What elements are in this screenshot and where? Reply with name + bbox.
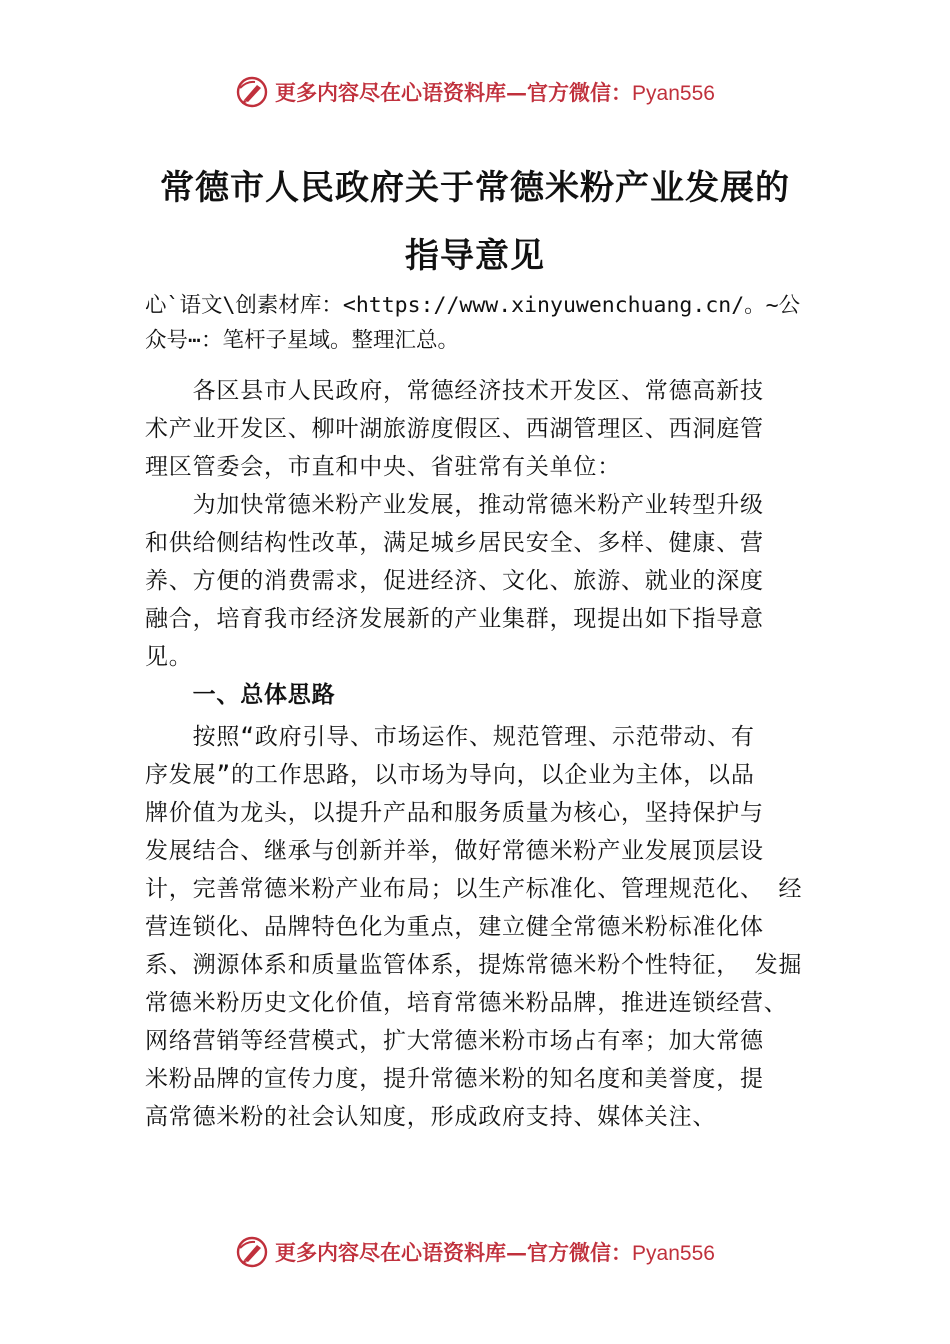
section-line: 高常德米粉的社会认知度，形成政府支持、媒体关注、	[145, 1104, 717, 1130]
banner-wechat-id: Pyan556	[632, 1242, 715, 1265]
intro-line: 融合，培育我市经济发展新的产业集群，现提出如下指导意	[145, 606, 764, 632]
header-banner	[0, 72, 950, 112]
intro-line: 养、方便的消费需求，促进经济、文化、旅游、就业的深度	[145, 568, 764, 594]
banner-text	[275, 1237, 715, 1267]
section-line: 营连锁化、品牌特色化为重点，建立健全常德米粉标准化体	[145, 914, 764, 940]
source-line: 心`语文\创素材库：<https://www.xinyuwenchuang.cn/。~公	[145, 293, 801, 318]
source-line: 众号⋯：笔杆子星域。整理汇总。	[145, 328, 459, 353]
addressee-line: 理区管委会，市直和中央、省驻常有关单位：	[145, 454, 621, 480]
section-line: 牌价值为龙头，以提升产品和服务质量为核心，坚持保护与	[145, 800, 764, 826]
section-line: 发展结合、继承与创新并举，做好常德米粉产业发展顶层设	[145, 838, 764, 864]
pen-logo-icon	[235, 75, 269, 109]
section-line: 计，完善常德米粉产业布局；以生产标准化、管理规范化、 经	[145, 876, 803, 902]
section-heading: 一、总体思路	[145, 682, 336, 708]
section-line: 米粉品牌的宣传力度，提升常德米粉的知名度和美誉度，提	[145, 1066, 764, 1092]
document-title-line2: 指导意见	[405, 236, 545, 276]
section-line: 网络营销等经营模式，扩大常德米粉市场占有率；加大常德	[145, 1028, 764, 1054]
banner-text	[275, 77, 715, 107]
footer-banner	[0, 1232, 950, 1272]
addressee-line: 术产业开发区、柳叶湖旅游度假区、西湖管理区、西洞庭管	[145, 416, 764, 442]
intro-line: 见。	[145, 644, 193, 670]
section-line: 序发展”的工作思路，以市场为导向，以企业为主体，以品	[145, 762, 755, 788]
section-line: 常德米粉历史文化价值，培育常德米粉品牌，推进连锁经营、	[145, 990, 788, 1016]
pen-logo-icon	[235, 1235, 269, 1269]
section-line: 系、溯源体系和质量监管体系，提炼常德米粉个性特征， 发掘	[145, 952, 803, 978]
banner-text-cn: 更多内容尽在心语资料库—官方微信：	[275, 80, 633, 105]
addressee-line: 各区县市人民政府，常德经济技术开发区、常德高新技	[145, 378, 764, 404]
banner-wechat-id: Pyan556	[632, 82, 715, 105]
banner-text-cn: 更多内容尽在心语资料库—官方微信：	[275, 1240, 633, 1265]
intro-line: 和供给侧结构性改革，满足城乡居民安全、多样、健康、营	[145, 530, 764, 556]
intro-line: 为加快常德米粉产业发展，推动常德米粉产业转型升级	[145, 492, 764, 518]
section-line: 按照“政府引导、市场运作、规范管理、示范带动、有	[145, 724, 755, 750]
document-body	[145, 288, 815, 1136]
document-title-line1: 常德市人民政府关于常德米粉产业发展的	[160, 168, 790, 208]
